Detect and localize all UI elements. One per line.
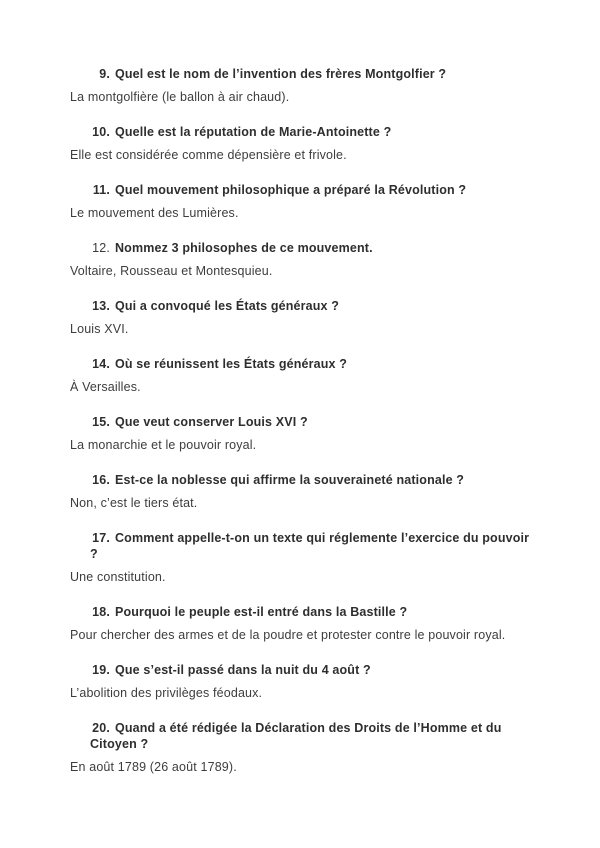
answer-line: La montgolfière (le ballon à air chaud). (70, 90, 290, 104)
qa-item-13 (70, 298, 534, 337)
qa-item-10 (70, 124, 534, 163)
question-text: Pourquoi le peuple est-il entré dans la Bastille ? (115, 605, 408, 619)
question-text: Quelle est la réputation de Marie-Antoinette ? (115, 125, 392, 139)
question-number: 10. (92, 125, 110, 139)
answer-line: Pour chercher des armes et de la poudre et protester contre le pouvoir royal. (70, 628, 506, 642)
question-line (70, 124, 534, 140)
answer-line: La monarchie et le pouvoir royal. (70, 438, 257, 452)
question-text: Est-ce la noblesse qui affirme la souveraineté nationale ? (115, 473, 465, 487)
qa-item-15 (70, 414, 534, 453)
answer-line: Une constitution. (70, 570, 166, 584)
qa-item-19 (70, 662, 534, 701)
question-text: Que s’est-il passé dans la nuit du 4 août ? (115, 663, 371, 677)
qa-item-16 (70, 472, 534, 511)
question-line (70, 604, 534, 620)
question-text: Nommez 3 philosophes de ce mouvement. (115, 241, 373, 255)
question-number: 14. (92, 357, 110, 371)
question-line (70, 298, 534, 314)
qa-item-20 (70, 720, 534, 775)
question-text: Où se réunissent les États généraux ? (115, 357, 348, 371)
question-text: Comment appelle-t-on un texte qui réglemente l’exercice du pouvoir ? (90, 531, 530, 561)
question-number: 17. (92, 531, 110, 545)
answer-line: Voltaire, Rousseau et Montesquieu. (70, 264, 273, 278)
question-line (70, 472, 534, 488)
qa-item-9 (70, 66, 534, 105)
qa-item-14 (70, 356, 534, 395)
question-line (70, 414, 534, 430)
question-number: 9. (99, 67, 110, 81)
question-text: Quel mouvement philosophique a préparé la Révolution ? (115, 183, 467, 197)
question-text: Quand a été rédigée la Déclaration des Droits de l’Homme et du Citoyen ? (90, 721, 502, 751)
question-text: Quel est le nom de l’invention des frères Montgolfier ? (115, 67, 447, 81)
question-number: 15. (92, 415, 110, 429)
answer-line: Le mouvement des Lumières. (70, 206, 239, 220)
question-number: 11. (92, 183, 110, 197)
qa-item-17 (70, 530, 534, 585)
question-line (70, 240, 534, 256)
question-text: Qui a convoqué les États généraux ? (115, 299, 340, 313)
question-number: 16. (92, 473, 110, 487)
question-number: 18. (92, 605, 110, 619)
qa-item-18 (70, 604, 534, 643)
question-line (70, 182, 534, 198)
answer-line: En août 1789 (26 août 1789). (70, 760, 237, 774)
question-number: 13. (92, 299, 110, 313)
question-line (70, 720, 534, 752)
question-line (70, 66, 534, 82)
qa-item-11 (70, 182, 534, 221)
qa-item-12 (70, 240, 534, 279)
answer-line: À Versailles. (70, 380, 141, 394)
question-text: Que veut conserver Louis XVI ? (115, 415, 308, 429)
question-line (70, 662, 534, 678)
answer-line: Elle est considérée comme dépensière et frivole. (70, 148, 347, 162)
answer-line: Louis XVI. (70, 322, 129, 336)
question-line (70, 356, 534, 372)
answer-line: Non, c’est le tiers état. (70, 496, 198, 510)
answer-line: L’abolition des privilèges féodaux. (70, 686, 263, 700)
question-line (70, 530, 534, 562)
question-number: 19. (92, 663, 110, 677)
question-number: 20. (92, 721, 110, 735)
question-number: 12. (92, 241, 110, 255)
